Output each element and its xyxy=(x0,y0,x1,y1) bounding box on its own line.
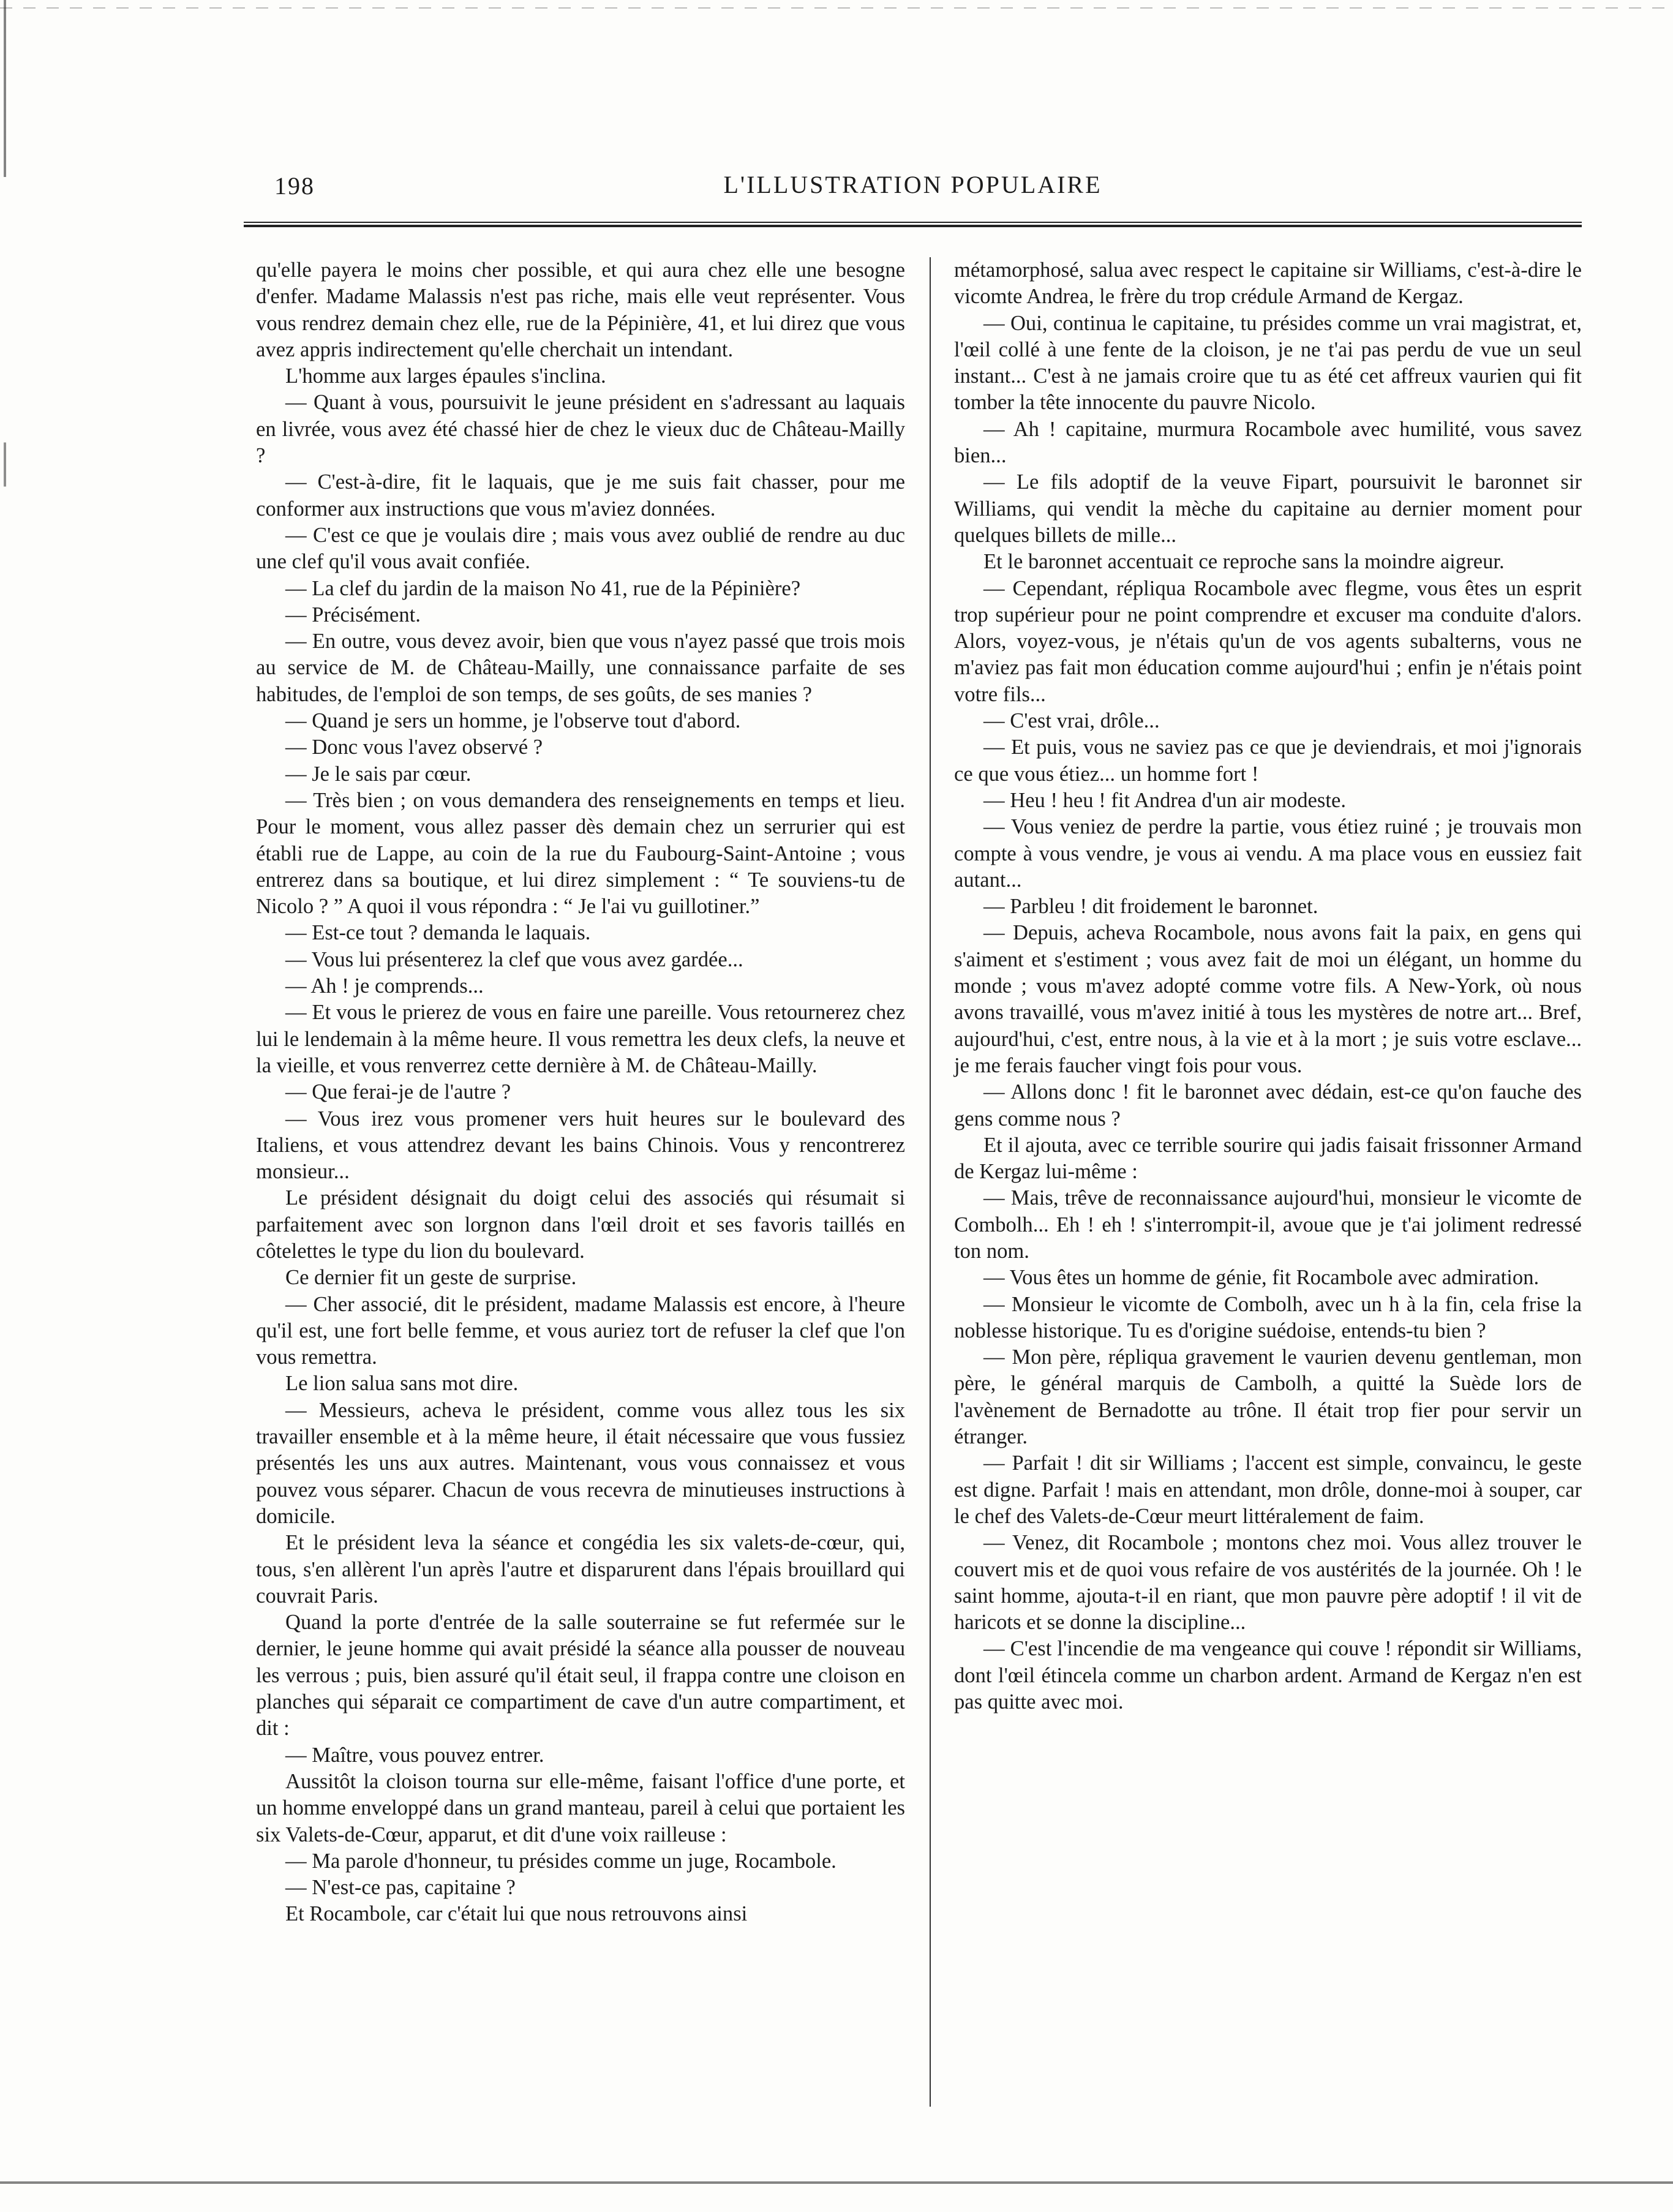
paragraph: — Cher associé, dit le président, madame Malassis est encore, à l'heure qu'il est, une fort belle femme, et vous auriez tort de refuser la clef que l'on vous remettra. xyxy=(256,1292,905,1369)
scan-edge-left xyxy=(4,0,6,2212)
paragraph: — C'est l'incendie de ma vengeance qui couve ! répondit sir Williams, dont l'œil étincela comme un charbon ardent. Armand de Kergaz n'en est pas quitte avec moi. xyxy=(954,1637,1582,1714)
paragraph: Ce dernier fit un geste de surprise. xyxy=(285,1266,577,1290)
paragraph: — Donc vous l'avez observé ? xyxy=(285,735,543,759)
paragraph: — La clef du jardin de la maison No 41, rue de la Pépinière? xyxy=(285,576,801,600)
column-divider xyxy=(930,257,931,2107)
paragraph: — Quand je sers un homme, je l'observe tout d'abord. xyxy=(285,709,741,733)
paragraph: — Depuis, acheva Rocambole, nous avons fait la paix, en gens qui s'aiment et s'estiment ; vous avez fait de moi un élégant, un homme du monde ; vous m'avez adopté comme votre fils. A New-York, où nous avons travaillé, vous m'avez initié à tous les mystères de notre art... Bref, aujourd'hui, c'est, entre nous, à la vie et à la mort ; je suis votre esclave... je me ferais faucher vingt fois pour vous. xyxy=(954,921,1582,1077)
paragraph: — Maître, vous pouvez entrer. xyxy=(285,1743,544,1767)
paragraph: — Monsieur le vicomte de Combolh, avec un h à la fin, cela frise la noblesse historique. Tu es d'origine suédoise, entends-tu bien ? xyxy=(954,1292,1582,1342)
paragraph: — Venez, dit Rocambole ; montons chez moi. Vous allez trouver le couvert mis et de quoi vous refaire de vos austérités de la journée. Oh ! le saint homme, ajouta-t-il en riant, que mon pauvre père adoptif ! il vit de haricots et se donne la discipline... xyxy=(954,1531,1582,1635)
paragraph: — Parfait ! dit sir Williams ; l'accent est simple, convaincu, le geste est digne. Parfait ! mais en attendant, mon drôle, donne-moi à souper, car le chef des Valets-de-Cœur meurt littéralement de faim. xyxy=(954,1451,1582,1528)
running-title: L'ILLUSTRATION POPULAIRE xyxy=(723,171,1102,198)
paragraph: — Cependant, répliqua Rocambole avec flegme, vous êtes un esprit trop supérieur pour ne point comprendre et excuser ma conduite d'alors. Alors, voyez-vous, je n'étais qu'un de vos agents subalterns, vous ne m'aviez pas fait mon éducation comme aujourd'hui ; enfin je n'étais point votre fils... xyxy=(954,576,1582,706)
paragraph: — Allons donc ! fit le baronnet avec dédain, est-ce qu'on fauche des gens comme nous ? xyxy=(954,1080,1582,1130)
paragraph: — Heu ! heu ! fit Andrea d'un air modeste. xyxy=(983,788,1346,812)
right-text-column xyxy=(954,257,1582,1715)
paragraph: — Oui, continua le capitaine, tu présides comme un vrai magistrat, et, l'œil collé à une fente de la cloison, je ne t'ai pas perdu de vue un seul instant... C'est à ne jamais croire que tu as été cet affreux vaurien qui fit tomber la tête innocente du pauvre Nicolo. xyxy=(954,311,1582,415)
paragraph: Aussitôt la cloison tourna sur elle-même, faisant l'office d'une porte, et un homme enveloppé dans un grand manteau, pareil à celui que portaient les six Valets-de-Cœur, apparut, et dit d'une voix railleuse : xyxy=(256,1769,905,1846)
paragraph: — Est-ce tout ? demanda le laquais. xyxy=(285,921,591,945)
paragraph: métamorphosé, salua avec respect le capitaine sir Williams, c'est-à-dire le vicomte Andrea, le frère du trop crédule Armand de Kergaz. xyxy=(954,258,1582,309)
paragraph: Et le président leva la séance et congédia les six valets-de-cœur, qui, tous, s'en allèrent l'un après l'autre et disparurent dans l'épais brouillard qui couvrait Paris. xyxy=(256,1531,905,1608)
paragraph: — Vous irez vous promener vers huit heures sur le boulevard des Italiens, et vous attendrez devant les bains Chinois. Vous y rencontrerez monsieur... xyxy=(256,1107,905,1184)
paragraph: — Ah ! je comprends... xyxy=(285,974,484,998)
paragraph: — Que ferai-je de l'autre ? xyxy=(285,1080,511,1104)
paragraph: — En outre, vous devez avoir, bien que vous n'ayez passé que trois mois au service de M. de Château-Mailly, une connaissance parfaite de ses habitudes, de l'emploi de son temps, de ses goûts, de ses manies ? xyxy=(256,630,905,706)
page-header xyxy=(244,165,1582,208)
paragraph: — Précisément. xyxy=(285,603,421,626)
paragraph: — Vous lui présenterez la clef que vous avez gardée... xyxy=(285,947,743,971)
paragraph: — Messieurs, acheva le président, comme vous allez tous les six travailler ensemble et à la même heure, il était nécessaire que vous fussiez présentés les uns aux autres. Maintenant, vous vous connaissez et vous pouvez vous séparer. Chacun de vous recevra de minutieuses instructions à domicile. xyxy=(256,1398,905,1528)
paragraph: Et Rocambole, car c'était lui que nous retrouvons ainsi xyxy=(285,1902,748,1926)
paragraph: — N'est-ce pas, capitaine ? xyxy=(285,1876,516,1900)
paragraph: — Vous veniez de perdre la partie, vous étiez ruiné ; je trouvais mon compte à vous vendre, je vous ai vendu. A ma place vous en eussiez fait autant... xyxy=(954,815,1582,892)
paragraph: Et le baronnet accentuait ce reproche sans la moindre aigreur. xyxy=(983,550,1505,574)
left-text-column xyxy=(256,257,905,1928)
page-number: 198 xyxy=(274,172,315,200)
paragraph: — C'est ce que je voulais dire ; mais vous avez oublié de rendre au duc une clef qu'il vous avait confiée. xyxy=(256,523,905,574)
paragraph: — C'est-à-dire, fit le laquais, que je me suis fait chasser, pour me conformer aux instructions que vous m'aviez données. xyxy=(256,470,905,521)
paragraph: — C'est vrai, drôle... xyxy=(983,709,1160,733)
paragraph: — Mon père, répliqua gravement le vaurien devenu gentleman, mon père, le général marquis de Cambolh, a quitté la Suède lors de l'avènement de Bernadotte au trône. Il était trop fier pour servir un étranger. xyxy=(954,1345,1582,1449)
paragraph: — Vous êtes un homme de génie, fit Rocambole avec admiration. xyxy=(983,1266,1540,1290)
paragraph: — Le fils adoptif de la veuve Fipart, poursuivit le baronnet sir Williams, qui vendit la mèche du capitaine au dernier moment pour quelques billets de mille... xyxy=(954,470,1582,547)
paragraph: — Quant à vous, poursuivit le jeune président en s'adressant au laquais en livrée, vous avez été chassé hier de chez le vieux duc de Château-Mailly ? xyxy=(256,391,905,468)
paragraph: Le président désignait du doigt celui des associés qui résumait si parfaitement avec son lorgnon dans l'œil droit et ses favoris taillés en côtelettes le type du lion du boulevard. xyxy=(256,1186,905,1263)
paragraph: — Mais, trêve de reconnaissance aujourd'hui, monsieur le vicomte de Combolh... Eh ! eh ! s'interrompit-il, avoue que je t'ai joliment redressé ton nom. xyxy=(954,1186,1582,1263)
paragraph: — Parbleu ! dit froidement le baronnet. xyxy=(983,895,1318,919)
paragraph: — Ma parole d'honneur, tu présides comme un juge, Rocambole. xyxy=(285,1849,837,1873)
scan-edge-bottom xyxy=(0,2181,1673,2184)
paragraph: — Et puis, vous ne saviez pas ce que je deviendrais, et moi j'ignorais ce que vous étiez... un homme fort ! xyxy=(954,735,1582,786)
header-double-rule xyxy=(244,222,1582,227)
paragraph: — Très bien ; on vous demandera des renseignements en temps et lieu. Pour le moment, vous allez passer dès demain chez un serrurier qui est établi rue de Lappe, au coin de la rue du Faubourg-Saint-Antoine ; vous entrerez dans sa boutique, et lui direz simplement : “ Te souviens-tu de Nicolo ? ” A quoi il vous répondra : “ Je l'ai vu guillotiner.” xyxy=(256,788,905,919)
paragraph: qu'elle payera le moins cher possible, et qui aura chez elle une besogne d'enfer. Madame Malassis n'est pas riche, mais elle veut représenter. Vous vous rendrez demain chez elle, rue de la Pépinière, 41, et lui direz que vous avez appris indirectement qu'elle cherchait un intendant. xyxy=(256,258,905,361)
paragraph: — Ah ! capitaine, murmura Rocambole avec humilité, vous savez bien... xyxy=(954,417,1582,468)
paragraph: — Je le sais par cœur. xyxy=(285,762,472,786)
scan-edge-top xyxy=(0,7,1673,9)
paragraph: — Et vous le prierez de vous en faire une pareille. Vous retournerez chez lui le lendemain à la même heure. Il vous remettra les deux clefs, la neuve et la vieille, et vous renverrez cette dernière à M. de Château-Mailly. xyxy=(256,1001,905,1077)
paragraph: Le lion salua sans mot dire. xyxy=(285,1372,519,1396)
paragraph: Quand la porte d'entrée de la salle souterraine se fut refermée sur le dernier, le jeune homme qui avait présidé la séance alla pousser de nouveau les verrous ; puis, bien assuré qu'il était seul, il frappa contre une cloison en planches qui séparait ce compartiment de cave d'un autre compartiment, et dit : xyxy=(256,1611,905,1740)
paragraph: Et il ajouta, avec ce terrible sourire qui jadis faisait frissonner Armand de Kergaz lui-même : xyxy=(954,1133,1582,1184)
paragraph: L'homme aux larges épaules s'inclina. xyxy=(285,364,606,388)
